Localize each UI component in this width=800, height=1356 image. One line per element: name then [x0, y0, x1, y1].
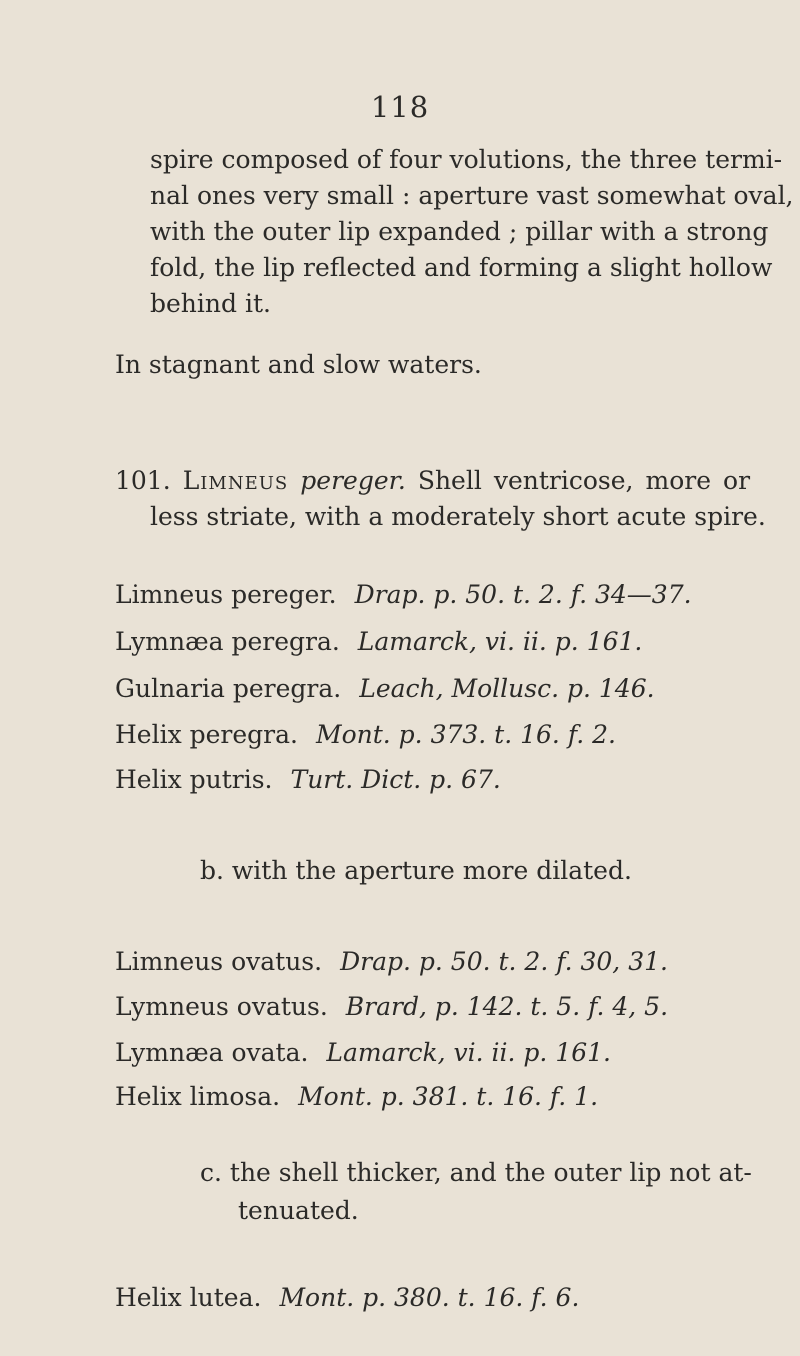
synonym-name: Helix limosa.	[115, 1082, 281, 1111]
synonym-name: Gulnaria peregra.	[115, 674, 342, 703]
intro-line: spire composed of four volutions, the three termi-	[150, 145, 783, 174]
synonym-name: Helix putris.	[115, 765, 273, 794]
synonym-reference: Mont. p. 380. t. 16. f. 6.	[279, 1283, 580, 1312]
species-description-first: Shell ventricose, more or	[417, 466, 751, 495]
synonym-line	[115, 627, 642, 656]
synonym-name: Limneus ovatus.	[115, 947, 323, 976]
synonym-reference: Lamarck, vi. ii. p. 161.	[326, 1038, 611, 1067]
variety-c	[200, 1158, 750, 1225]
synonym-name: Lymneus ovatus.	[115, 992, 328, 1021]
intro-line: with the outer lip expanded ; pillar with a strong	[150, 217, 769, 246]
species-epithet: pereger.	[300, 466, 406, 495]
synonym-reference: Lamarck, vi. ii. p. 161.	[357, 627, 643, 656]
synonym-name: Lymnæa peregra.	[115, 627, 340, 656]
synonym-name: Limneus pereger.	[115, 580, 337, 609]
synonym-name: Helix peregra.	[115, 720, 298, 749]
variety-c-rest: tenuated.	[238, 1196, 359, 1225]
synonym-name: Helix lutea.	[115, 1283, 262, 1312]
variety-c-first: c. the shell thicker, and the outer lip not at-	[200, 1158, 752, 1187]
species-description-rest: less striate, with a moderately short acute spire.	[150, 502, 766, 531]
synonym-reference: Drap. p. 50. t. 2. f. 30, 31.	[340, 947, 668, 976]
species-number: 101.	[115, 466, 171, 495]
synonym-line	[115, 1038, 611, 1067]
species-entry	[115, 466, 766, 531]
synonym-line	[115, 992, 668, 1021]
synonym-line	[115, 765, 501, 794]
synonym-line	[115, 580, 692, 609]
synonym-line	[115, 720, 616, 749]
synonym-line	[115, 1283, 579, 1312]
synonym-line	[115, 1082, 598, 1111]
synonym-reference: Drap. p. 50. t. 2. f. 34—37.	[354, 580, 692, 609]
species-heading	[115, 466, 750, 495]
intro-line: nal ones very small : aperture vast somewhat oval,	[150, 181, 794, 210]
intro-line: fold, the lip reflected and forming a slight hollow	[150, 253, 773, 282]
synonym-name: Lymnæa ovata.	[115, 1038, 309, 1067]
intro-line: behind it.	[150, 289, 271, 318]
synonym-reference: Leach, Mollusc. p. 146.	[359, 674, 655, 703]
synonym-line	[115, 947, 668, 976]
synonym-reference: Mont. p. 373. t. 16. f. 2.	[315, 720, 616, 749]
page-number: 118	[370, 90, 430, 124]
habitat-line: In stagnant and slow waters.	[115, 350, 482, 379]
synonym-reference: Brard, p. 142. t. 5. f. 4, 5.	[345, 992, 669, 1021]
synonym-reference: Turt. Dict. p. 67.	[290, 765, 501, 794]
synonym-reference: Mont. p. 381. t. 16. f. 1.	[298, 1082, 599, 1111]
species-genus: Limneus	[182, 466, 289, 495]
variety-b: b. with the aperture more dilated.	[200, 856, 632, 885]
intro-paragraph	[150, 142, 794, 322]
synonym-line	[115, 674, 655, 703]
